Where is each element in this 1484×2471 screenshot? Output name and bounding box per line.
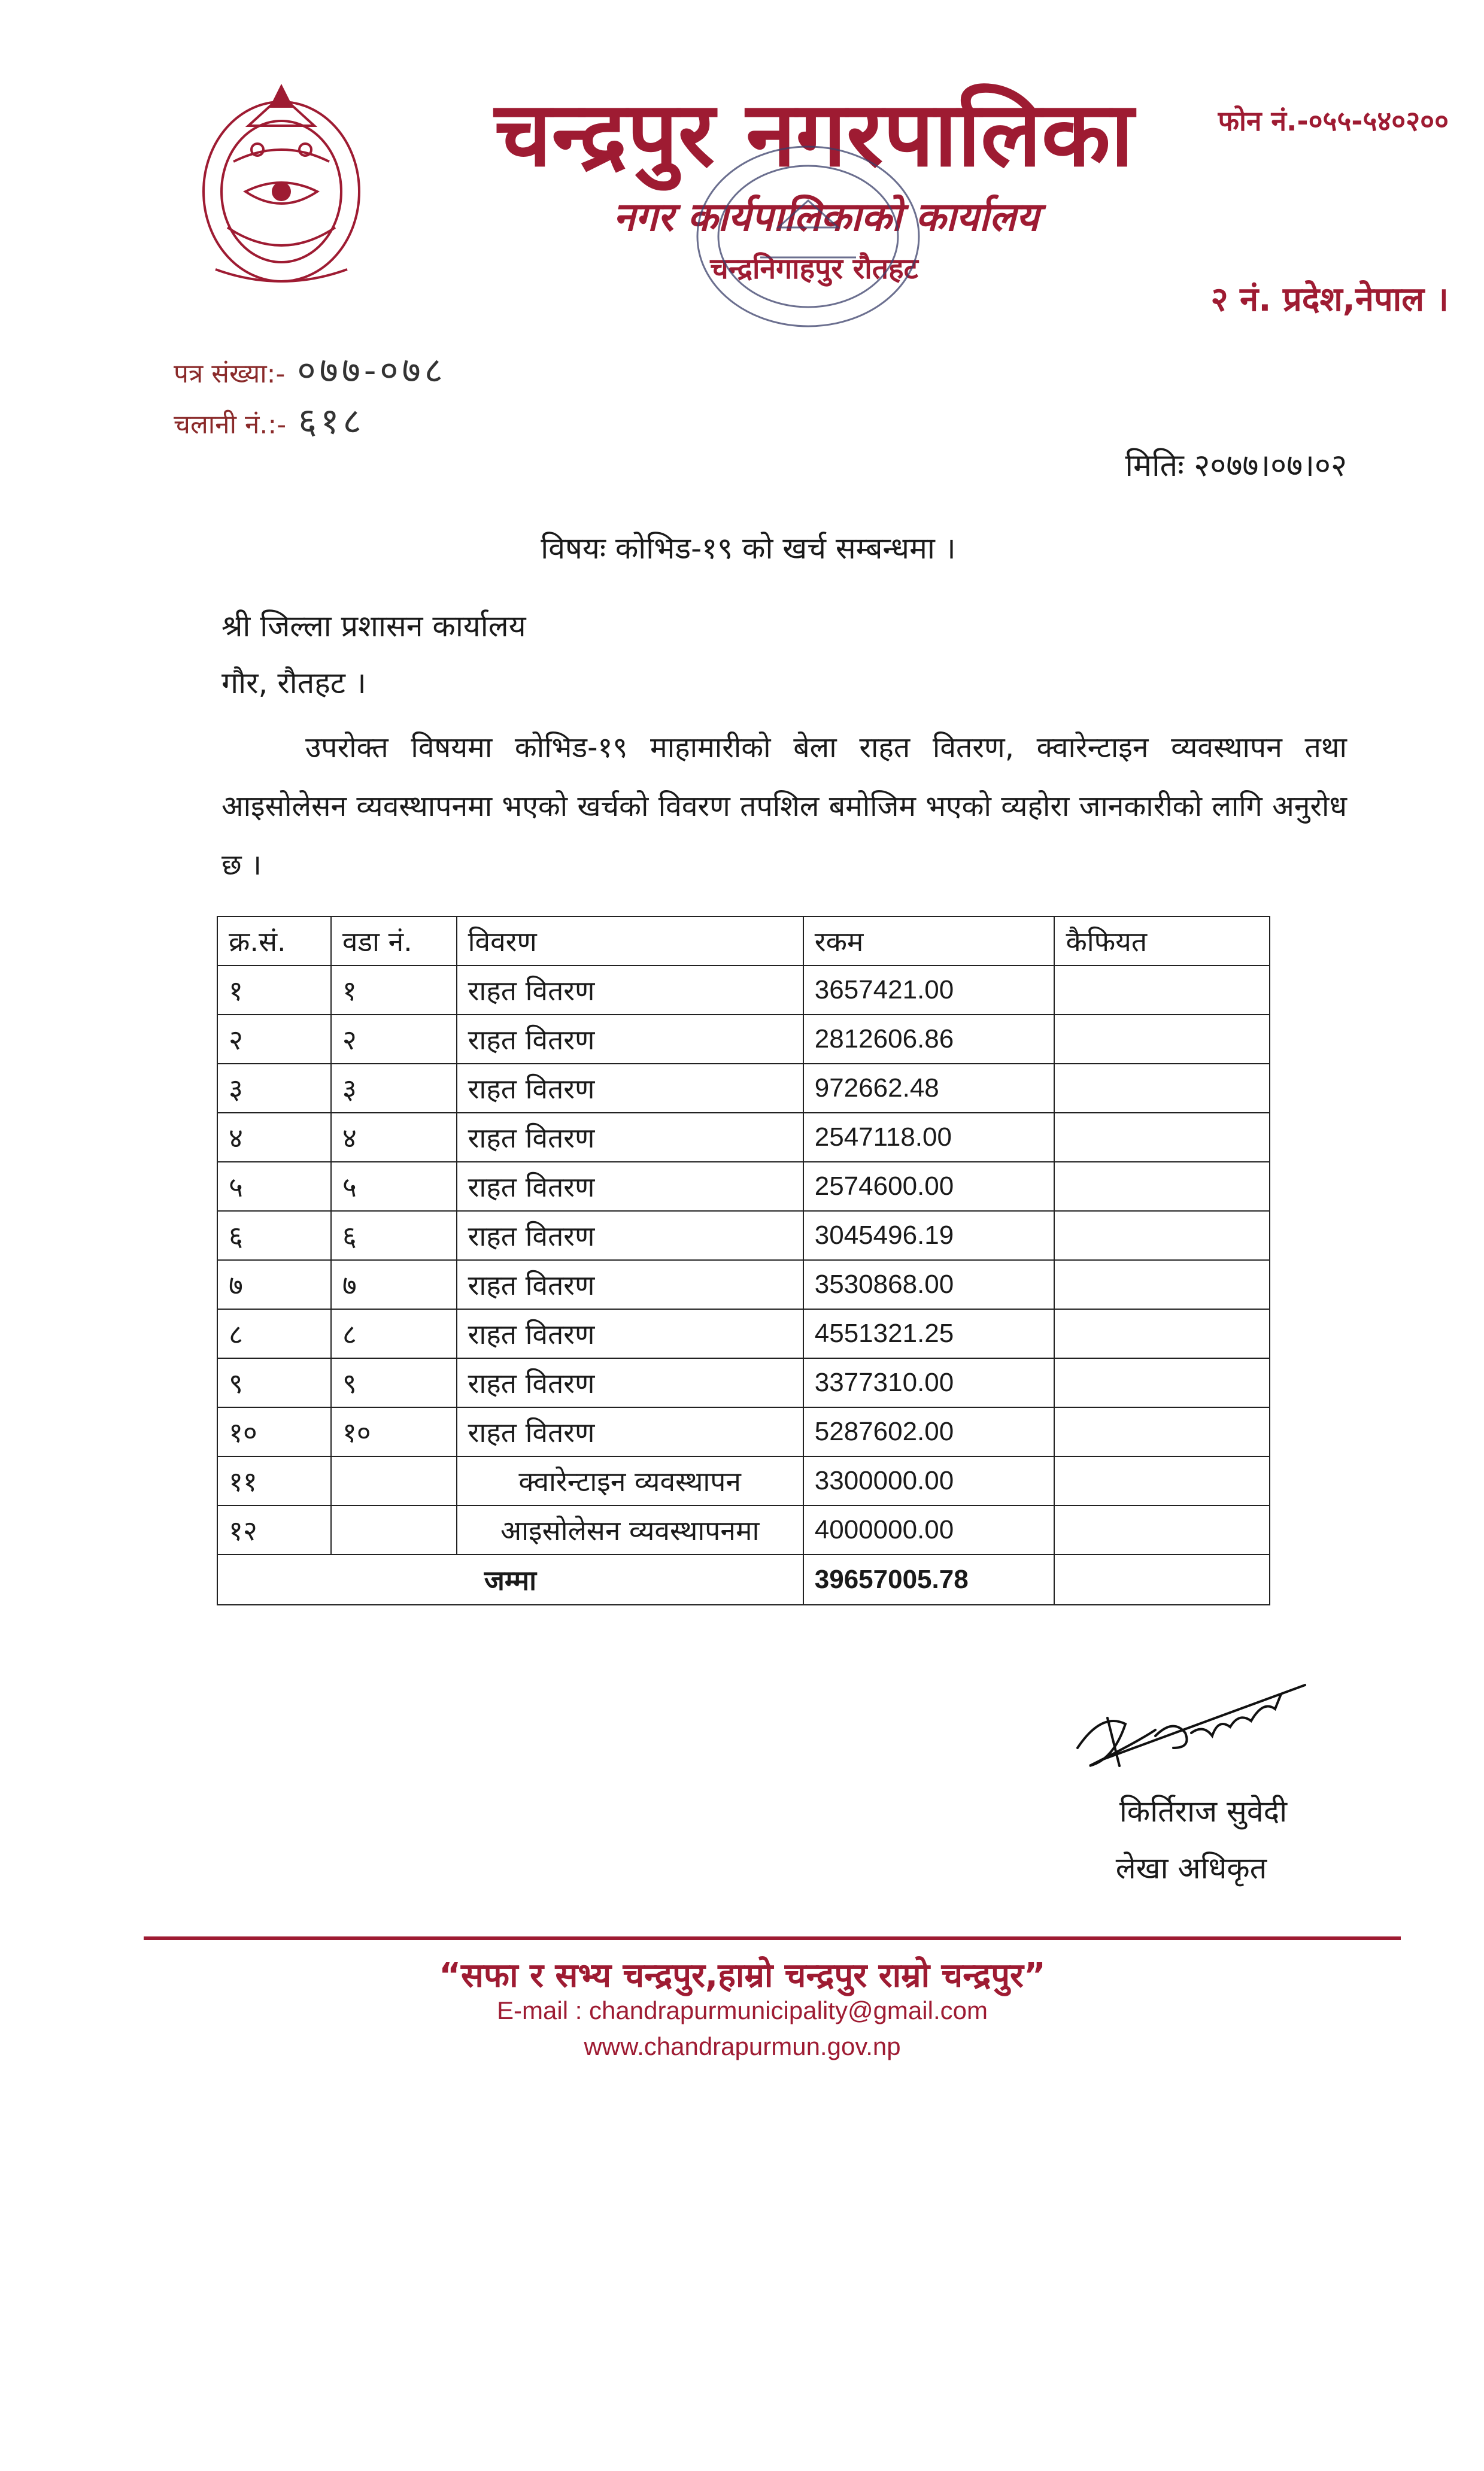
cell-remarks: [1054, 1505, 1270, 1555]
letter-number-value: ०७७-०७८: [297, 350, 447, 391]
province-label: २ नं. प्रदेश,नेपाल ।: [1210, 280, 1449, 319]
cell-description: राहत वितरण: [457, 1064, 803, 1113]
recipient-location: गौर, रौतहट ।: [221, 666, 366, 700]
nepal-emblem-logo: [192, 72, 371, 299]
cell-ward: ३: [331, 1064, 457, 1113]
handwritten-signature: [1066, 1676, 1329, 1778]
cell-serial: ३: [217, 1064, 331, 1113]
table-row: [217, 1456, 1270, 1505]
header-ward: वडा नं.: [331, 916, 457, 966]
cell-remarks: [1054, 1113, 1270, 1162]
cell-ward: १०: [331, 1407, 457, 1456]
cell-amount: 972662.48: [803, 1064, 1055, 1113]
cell-remarks: [1054, 1358, 1270, 1407]
table-row: [217, 1162, 1270, 1211]
expense-table: [217, 916, 1270, 1605]
signatory-role: लेखा अधिकृत: [1115, 1851, 1267, 1886]
letter-body: उपरोक्त विषयमा कोभिड-१९ माहामारीको बेला राहत वितरण, क्वारेन्टाइन व्यवस्थापन तथा आइसोलेसन व्यवस्थापनमा भएको खर्चको विवरण तपशिल बमोजिम भएको व्यहोरा जानकारीको लागि अनुरोध छ ।: [221, 731, 1347, 882]
cell-description: राहत वितरण: [457, 1162, 803, 1211]
cell-amount: 2547118.00: [803, 1113, 1055, 1162]
table-row: [217, 1064, 1270, 1113]
cell-amount: 2574600.00: [803, 1162, 1055, 1211]
cell-serial: ८: [217, 1309, 331, 1358]
phone-number: फोन नं.-०५५-५४०२००: [1218, 105, 1449, 137]
cell-serial: ६: [217, 1211, 331, 1260]
cell-amount: 4551321.25: [803, 1309, 1055, 1358]
header-amount: रकम: [803, 916, 1055, 966]
cell-serial: ९: [217, 1358, 331, 1407]
footer-slogan: “सफा र सभ्य चन्द्रपुर,हाम्रो चन्द्रपुर राम्रो चन्द्रपुर”: [439, 1956, 1046, 1995]
cell-amount: 3045496.19: [803, 1211, 1055, 1260]
cell-ward: ८: [331, 1309, 457, 1358]
cell-remarks: [1054, 1260, 1270, 1309]
cell-serial: २: [217, 1015, 331, 1064]
header-serial: क्र.सं.: [217, 916, 331, 966]
office-address: चन्द्रनिगाहपुर रौतहट: [710, 252, 918, 286]
cell-serial: १२: [217, 1505, 331, 1555]
dispatch-number: [174, 395, 365, 444]
letter-number: [174, 344, 447, 393]
cell-amount: 3530868.00: [803, 1260, 1055, 1309]
cell-remarks: [1054, 1064, 1270, 1113]
cell-description: राहत वितरण: [457, 1309, 803, 1358]
cell-ward: १: [331, 966, 457, 1015]
table-row: [217, 1358, 1270, 1407]
cell-ward: [331, 1456, 457, 1505]
cell-ward: [331, 1505, 457, 1555]
cell-remarks: [1054, 1309, 1270, 1358]
cell-amount: 3300000.00: [803, 1456, 1055, 1505]
cell-serial: ७: [217, 1260, 331, 1309]
signatory-name: किर्तिराज सुवेदी: [1119, 1794, 1288, 1829]
letter-number-label: पत्र संख्या:-: [174, 359, 286, 389]
office-stamp: [688, 138, 928, 335]
cell-remarks: [1054, 1456, 1270, 1505]
cell-remarks: [1054, 1407, 1270, 1456]
table-row: [217, 1113, 1270, 1162]
office-subtitle: नगर कार्यपालिकाको कार्यालय: [613, 194, 1039, 240]
dispatch-number-value: ६१८: [298, 400, 365, 442]
cell-ward: ५: [331, 1162, 457, 1211]
cell-serial: ४: [217, 1113, 331, 1162]
dispatch-number-label: चलानी नं.:-: [174, 409, 287, 440]
table-row: [217, 966, 1270, 1015]
cell-serial: १: [217, 966, 331, 1015]
footer-email: E-mail : chandrapurmunicipality@gmail.com: [497, 1996, 988, 2024]
cell-remarks: [1054, 1162, 1270, 1211]
cell-ward: ९: [331, 1358, 457, 1407]
cell-remarks: [1054, 966, 1270, 1015]
recipient-office: श्री जिल्ला प्रशासन कार्यालय: [221, 609, 526, 643]
total-amount: 39657005.78: [803, 1555, 1055, 1605]
header-remarks: कैफियत: [1054, 916, 1270, 966]
cell-description: राहत वितरण: [457, 1407, 803, 1456]
cell-ward: ६: [331, 1211, 457, 1260]
municipality-title: चन्द्रपुर नगरपालिका: [494, 83, 1134, 187]
cell-amount: 5287602.00: [803, 1407, 1055, 1456]
footer-divider: [144, 1936, 1401, 1940]
total-remarks: [1054, 1555, 1270, 1605]
footer-website: www.chandrapurmun.gov.np: [584, 2032, 901, 2060]
expense-table-body: [217, 916, 1270, 1605]
cell-remarks: [1054, 1015, 1270, 1064]
cell-serial: १०: [217, 1407, 331, 1456]
table-row: [217, 1309, 1270, 1358]
cell-serial: ५: [217, 1162, 331, 1211]
cell-amount: 2812606.86: [803, 1015, 1055, 1064]
table-row: [217, 1407, 1270, 1456]
cell-description: राहत वितरण: [457, 1113, 803, 1162]
cell-amount: 3657421.00: [803, 966, 1055, 1015]
letter-date: मितिः २०७७।०७।०२: [1125, 448, 1347, 484]
table-row: [217, 1211, 1270, 1260]
cell-description: राहत वितरण: [457, 1260, 803, 1309]
cell-description: क्वारेन्टाइन व्यवस्थापन: [457, 1456, 803, 1505]
cell-description: राहत वितरण: [457, 966, 803, 1015]
table-row: [217, 1015, 1270, 1064]
cell-ward: २: [331, 1015, 457, 1064]
table-total-row: [217, 1555, 1270, 1605]
table-header-row: [217, 916, 1270, 966]
cell-description: राहत वितरण: [457, 1015, 803, 1064]
cell-remarks: [1054, 1211, 1270, 1260]
cell-description: आइसोलेसन व्यवस्थापनमा: [457, 1505, 803, 1555]
table-row: [217, 1260, 1270, 1309]
cell-ward: ७: [331, 1260, 457, 1309]
cell-ward: ४: [331, 1113, 457, 1162]
cell-description: राहत वितरण: [457, 1211, 803, 1260]
header-description: विवरण: [457, 916, 803, 966]
total-label: जम्मा: [217, 1555, 803, 1605]
letter-subject: विषयः कोभिड-१९ को खर्च सम्बन्धमा ।: [541, 531, 956, 566]
cell-amount: 3377310.00: [803, 1358, 1055, 1407]
table-row: [217, 1505, 1270, 1555]
cell-amount: 4000000.00: [803, 1505, 1055, 1555]
cell-serial: ११: [217, 1456, 331, 1505]
cell-description: राहत वितरण: [457, 1358, 803, 1407]
